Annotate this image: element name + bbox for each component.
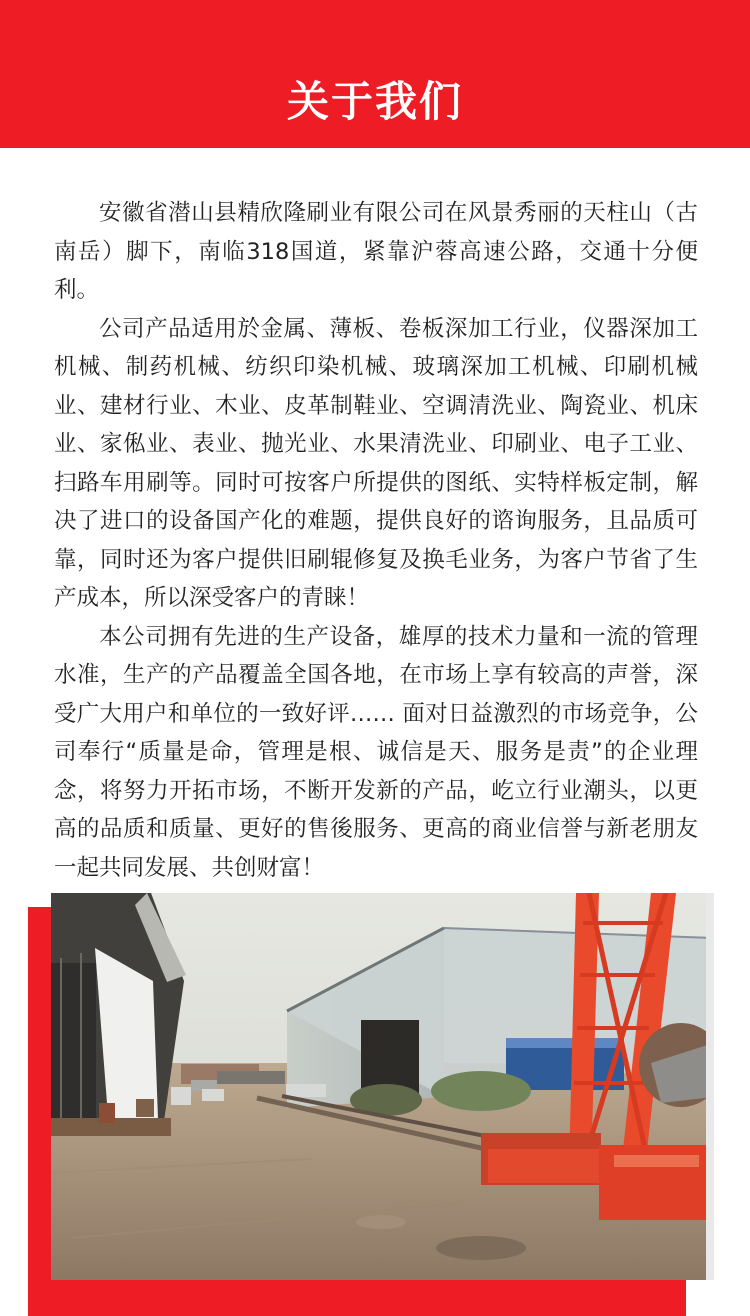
page-header [0, 0, 750, 148]
factory-photo-section [28, 893, 714, 1316]
intro-paragraph-strength: 本公司拥有先进的生产设备，雄厚的技术力量和一流的管理水准，生产的产品覆盖全国各地，在市场上享有较高的声誉，深受广大用户和单位的一致好评…… 面对日益激烈的市场竞争，公司奉行“质量是命，管理是根、诚信是天、服务是责”的企业理念，将努力开拓市场，不断开发新的产品，屹立行业潮头，以更高的品质和质量、更好的售後服务、更高的商业信誉与新老朋友一起共同发展、共创财富！ [54, 623, 698, 881]
factory-yard-illustration [51, 893, 714, 1280]
company-introduction [54, 194, 698, 887]
intro-paragraph-products: 公司产品适用於金属、薄板、卷板深加工行业，仪器深加工机械、制药机械、纺织印染机械、玻璃深加工机械、印刷机械业、建材行业、木业、皮革制鞋业、空调清洗业、陶瓷业、机床业、家俬业、表业、抛光业、水果清洗业、印刷业、电子工业、扫路车用刷等。同时可按客户所提供的图纸、实特样板定制，解决了进口的设备国产化的难题，提供良好的谘询服务，且品质可靠，同时还为客户提供旧刷辊修复及换毛业务，为客户节省了生产成本，所以深受客户的青睐！ [54, 315, 698, 611]
page-title: 关于我们 [286, 77, 463, 127]
factory-yard-photo [51, 893, 714, 1280]
intro-paragraph-location: 安徽省潜山县精欣隆刷业有限公司在风景秀丽的天柱山（古南岳）脚下，南临318国道，紧靠沪蓉高速公路，交通十分便利。 [54, 200, 698, 303]
